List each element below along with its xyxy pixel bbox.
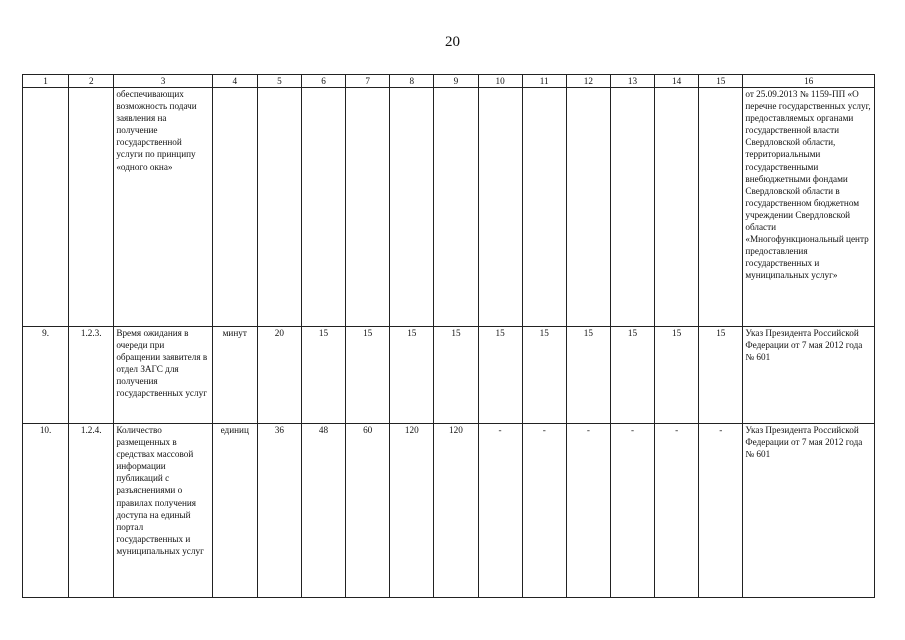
value-cell: - bbox=[655, 424, 699, 598]
value-cell bbox=[478, 88, 522, 327]
value-cell: 120 bbox=[434, 424, 478, 598]
column-header: 14 bbox=[655, 75, 699, 88]
table-row bbox=[23, 327, 875, 424]
column-header: 1 bbox=[23, 75, 69, 88]
value-cell: 15 bbox=[346, 327, 390, 424]
column-header: 10 bbox=[478, 75, 522, 88]
value-cell: 15 bbox=[301, 327, 345, 424]
value-cell: 48 bbox=[301, 424, 345, 598]
table-row bbox=[23, 88, 875, 327]
row-number: 9. bbox=[23, 327, 69, 424]
value-cell: 20 bbox=[257, 327, 301, 424]
value-cell: - bbox=[699, 424, 743, 598]
value-cell bbox=[655, 88, 699, 327]
value-cell: - bbox=[522, 424, 566, 598]
value-cell: 15 bbox=[610, 327, 654, 424]
column-header: 16 bbox=[743, 75, 875, 88]
column-header: 7 bbox=[346, 75, 390, 88]
value-cell bbox=[522, 88, 566, 327]
column-header: 9 bbox=[434, 75, 478, 88]
value-cell: 60 bbox=[346, 424, 390, 598]
indicator-code: 1.2.4. bbox=[69, 424, 114, 598]
value-cell bbox=[566, 88, 610, 327]
column-header: 15 bbox=[699, 75, 743, 88]
column-header: 3 bbox=[114, 75, 212, 88]
value-cell: - bbox=[478, 424, 522, 598]
indicator-code: 1.2.3. bbox=[69, 327, 114, 424]
value-cell bbox=[390, 88, 434, 327]
value-cell: 120 bbox=[390, 424, 434, 598]
value-cell bbox=[301, 88, 345, 327]
value-cell: 15 bbox=[566, 327, 610, 424]
value-cell bbox=[346, 88, 390, 327]
value-cell: - bbox=[610, 424, 654, 598]
unit: единиц bbox=[212, 424, 257, 598]
value-cell: 15 bbox=[655, 327, 699, 424]
value-cell bbox=[434, 88, 478, 327]
row-number bbox=[23, 88, 69, 327]
column-header: 13 bbox=[610, 75, 654, 88]
column-header: 8 bbox=[390, 75, 434, 88]
column-header: 5 bbox=[257, 75, 301, 88]
value-cell: 15 bbox=[522, 327, 566, 424]
value-cell: 36 bbox=[257, 424, 301, 598]
legal-basis: Указ Президента Российской Федерации от 7 мая 2012 года № 601 bbox=[743, 424, 875, 598]
value-cell: 15 bbox=[478, 327, 522, 424]
value-cell bbox=[699, 88, 743, 327]
value-cell bbox=[610, 88, 654, 327]
column-header: 11 bbox=[522, 75, 566, 88]
legal-basis: от 25.09.2013 № 1159-ПП «О перечне государственных услуг, предоставляемых органами государственной власти Свердловской области, территориальными государственными внебюджетными фондами Свердловской области в государственном бюджетном учреждении Свердловской области «Многофункциональный центр предоставления государственных и муниципальных услуг» bbox=[743, 88, 875, 327]
column-header: 12 bbox=[566, 75, 610, 88]
row-number: 10. bbox=[23, 424, 69, 598]
table-row bbox=[23, 424, 875, 598]
column-header: 6 bbox=[301, 75, 345, 88]
value-cell: - bbox=[566, 424, 610, 598]
column-header: 2 bbox=[69, 75, 114, 88]
indicator-name: Время ожидания в очереди при обращении заявителя в отдел ЗАГС для получения государственных услуг bbox=[114, 327, 212, 424]
unit bbox=[212, 88, 257, 327]
value-cell: 15 bbox=[390, 327, 434, 424]
indicator-code bbox=[69, 88, 114, 327]
table-header-row bbox=[23, 75, 875, 88]
value-cell bbox=[257, 88, 301, 327]
indicator-name: обеспечивающих возможность подачи заявления на получение государственной услуги по принципу «одного окна» bbox=[114, 88, 212, 327]
page-number: 20 bbox=[445, 34, 460, 50]
legal-basis: Указ Президента Российской Федерации от 7 мая 2012 года № 601 bbox=[743, 327, 875, 424]
value-cell: 15 bbox=[699, 327, 743, 424]
unit: минут bbox=[212, 327, 257, 424]
column-header: 4 bbox=[212, 75, 257, 88]
indicators-table bbox=[22, 74, 875, 598]
indicator-name: Количество размещенных в средствах массовой информации публикаций с разъяснениями о правилах получения доступа на единый портал государственных и муниципальных услуг bbox=[114, 424, 212, 598]
value-cell: 15 bbox=[434, 327, 478, 424]
